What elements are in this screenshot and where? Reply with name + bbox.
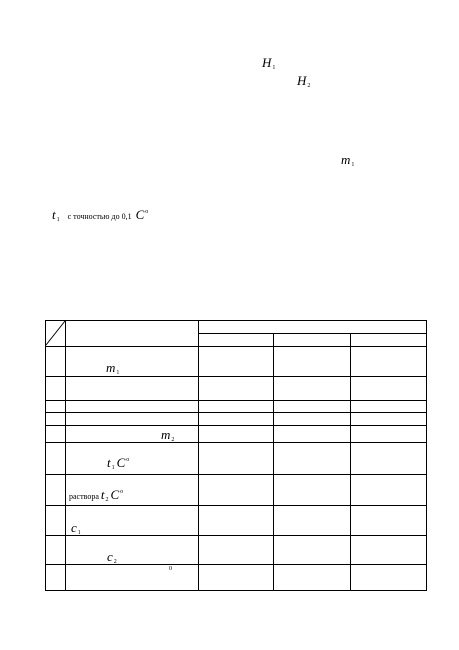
t1-subscript: 1 [56, 217, 60, 223]
row-symbol: m [161, 427, 171, 442]
row-symbol: m [106, 360, 116, 375]
m1-subscript: 1 [351, 162, 355, 168]
celsius-unit: C [116, 455, 126, 470]
h2-subscript: 2 [307, 83, 311, 89]
table-row [46, 506, 427, 536]
row-label-cell [66, 426, 199, 443]
value-cell [199, 475, 274, 506]
value-cell [274, 506, 351, 536]
degree-sign: o [120, 489, 124, 495]
m1-symbol [106, 360, 119, 376]
celsius-unit: C [110, 487, 120, 502]
row-label-cell [66, 506, 199, 536]
table-row [46, 377, 427, 401]
header-exp-2 [274, 334, 351, 347]
row-index-cell [46, 565, 66, 591]
degree-sign: o [126, 457, 130, 463]
header-quantity-cell [66, 321, 199, 347]
row-symbol: c [71, 520, 77, 535]
row-index-cell [46, 475, 66, 506]
row-label-cell [66, 377, 199, 401]
value-cell [274, 443, 351, 475]
header-exp-1 [199, 334, 274, 347]
row-index-cell [46, 536, 66, 565]
value-cell [274, 426, 351, 443]
t1-precision-line [52, 206, 148, 224]
value-cell [274, 565, 351, 591]
row-index-cell [46, 377, 66, 401]
row-index-cell [46, 413, 66, 426]
value-cell [199, 565, 274, 591]
row-label-cell [66, 401, 199, 413]
solution-label: раствора [69, 492, 99, 501]
t1-precision-note: с точностью до 0,1 [67, 212, 132, 221]
value-cell [199, 377, 274, 401]
value-cell [199, 426, 274, 443]
row-index-cell [46, 443, 66, 475]
c2-symbol [107, 549, 117, 565]
value-cell [274, 347, 351, 377]
symbol-h2 [297, 73, 310, 89]
row-subscript: 1 [111, 465, 115, 471]
value-cell [199, 506, 274, 536]
symbol-h1 [262, 55, 275, 71]
row-subscript: 1 [77, 530, 81, 536]
h1-subscript: 1 [272, 65, 276, 71]
table-row [46, 475, 427, 506]
h2-letter: H [297, 73, 307, 88]
value-cell [351, 426, 427, 443]
m1-letter: m [341, 152, 351, 167]
table-row [46, 443, 427, 475]
row-label-cell [66, 536, 199, 565]
row-label-cell [66, 413, 199, 426]
row-index-cell [46, 401, 66, 413]
value-cell [274, 401, 351, 413]
table-row [46, 413, 427, 426]
t1-letter: t [52, 207, 56, 222]
row-subscript: 2 [105, 497, 109, 503]
h1-letter: H [262, 55, 272, 70]
value-cell [199, 347, 274, 377]
t2-celsius-symbol [69, 487, 123, 503]
row-subscript: 1 [116, 370, 120, 376]
value-cell [351, 443, 427, 475]
value-cell [351, 475, 427, 506]
row-index-cell [46, 347, 66, 377]
value-cell [351, 413, 427, 426]
symbol-m1 [341, 152, 354, 168]
value-cell [199, 401, 274, 413]
celsius-unit: C [135, 207, 145, 222]
row-symbol: c [107, 549, 113, 564]
row-label-cell [66, 443, 199, 475]
degree-sign: o [145, 209, 149, 215]
value-cell [351, 377, 427, 401]
table-row [46, 426, 427, 443]
m2-symbol [161, 427, 174, 443]
measurements-table [45, 320, 427, 591]
row-label-cell [66, 347, 199, 377]
table-row [46, 565, 427, 591]
row-symbol: t [100, 487, 105, 502]
table-row [46, 401, 427, 413]
row-index-cell [46, 506, 66, 536]
value-cell [274, 413, 351, 426]
value-cell [199, 536, 274, 565]
value-cell [274, 536, 351, 565]
row-subscript: 2 [171, 437, 175, 443]
table-header-row-1 [46, 321, 427, 334]
row-label-cell [66, 475, 199, 506]
value-cell [274, 475, 351, 506]
t1-celsius-symbol [107, 455, 129, 471]
value-cell [199, 413, 274, 426]
row-index-cell [46, 426, 66, 443]
value-cell [351, 506, 427, 536]
degree-mark: 0 [169, 566, 172, 572]
c1-symbol [71, 520, 81, 536]
value-cell [351, 347, 427, 377]
row-subscript: 2 [113, 559, 117, 565]
value-cell [351, 401, 427, 413]
header-corner-cell [46, 321, 66, 347]
value-cell [199, 443, 274, 475]
row-label-cell [66, 565, 199, 591]
table-row [46, 347, 427, 377]
table-row [46, 536, 427, 565]
value-cell [351, 565, 427, 591]
header-exp-3 [351, 334, 427, 347]
row-symbol: t [107, 455, 111, 470]
value-cell [274, 377, 351, 401]
value-cell [351, 536, 427, 565]
header-experiments-cell [199, 321, 427, 334]
